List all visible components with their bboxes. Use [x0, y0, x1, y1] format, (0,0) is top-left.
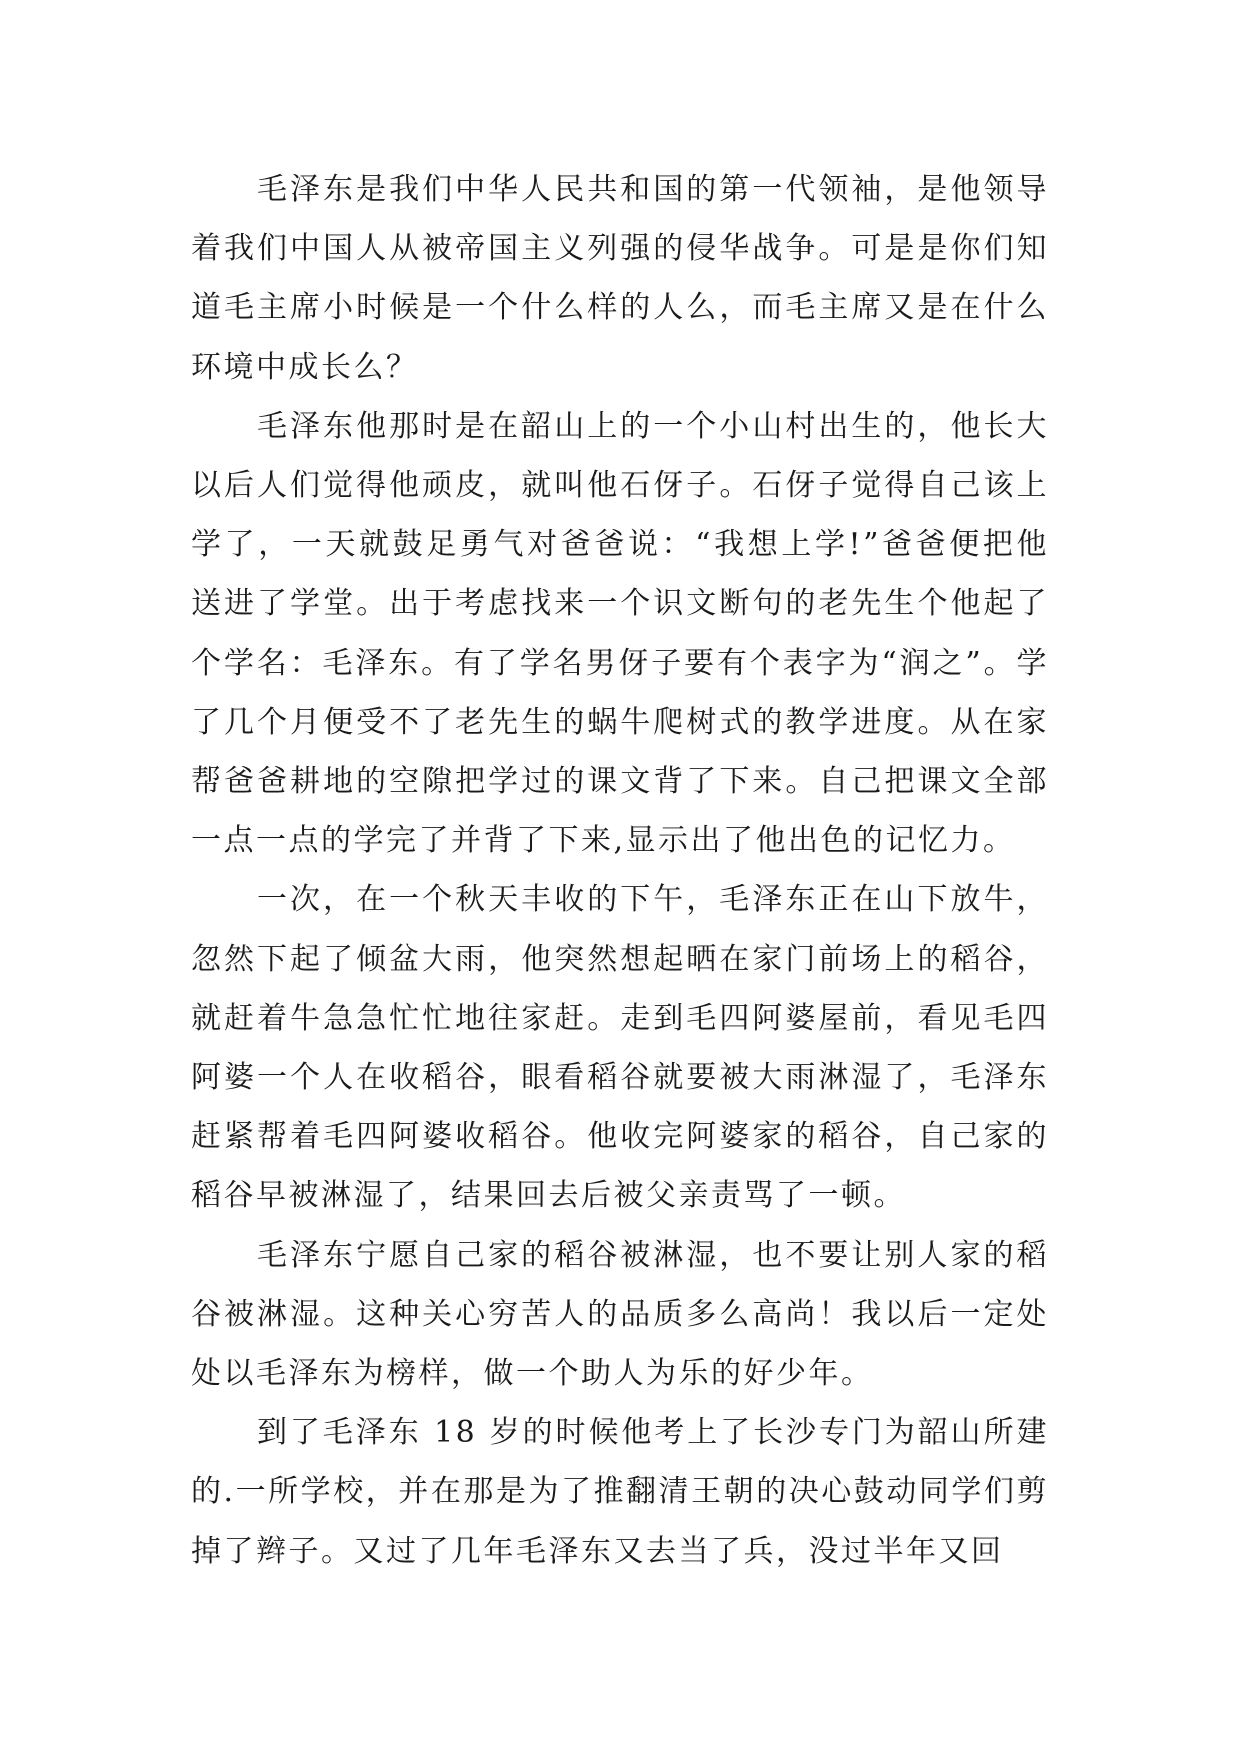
paragraph-3: 一次，在一个秋天丰收的下午，毛泽东正在山下放牛，忽然下起了倾盆大雨，他突然想起晒在家门前场上的稻谷，就赶着牛急急忙忙地往家赶。走到毛四阿婆屋前，看见毛四阿婆一个人在收稻谷，眼看稻谷就要被大雨淋湿了，毛泽东赶紧帮着毛四阿婆收稻谷。他收完阿婆家的稻谷，自己家的稻谷早被淋湿了，结果回去后被父亲责骂了一顿。	[191, 882, 1049, 1214]
paragraph-2: 毛泽东他那时是在韶山上的一个小山村出生的，他长大以后人们觉得他顽皮，就叫他石伢子。石伢子觉得自己该上学了，一天就鼓足勇气对爸爸说：“我想上学!”爸爸便把他送进了学堂。出于考虑找来一个识文断句的老先生个他起了个学名：毛泽东。有了学名男伢子要有个表字为“润之”。学了几个月便受不了老先生的蜗牛爬树式的教学进度。从在家帮爸爸耕地的空隙把学过的课文背了下来。自己把课文全部一点一点的学完了并背了下来,显示出了他出色的记忆力。	[191, 408, 1049, 859]
paragraph-5: 到了毛泽东 18 岁的时候他考上了长沙专门为韶山所建的.一所学校，并在那是为了推翻清王朝的决心鼓动同学们剪掉了辫子。又过了几年毛泽东又去当了兵，没过半年又回	[191, 1415, 1049, 1569]
document-body	[191, 160, 1049, 1581]
paragraph-1: 毛泽东是我们中华人民共和国的第一代领袖，是他领导着我们中国人从被帝国主义列强的侵华战争。可是是你们知道毛主席小时候是一个什么样的人么，而毛主席又是在什么环境中成长么？	[191, 172, 1049, 385]
paragraph-4: 毛泽东宁愿自己家的稻谷被淋湿，也不要让别人家的稻谷被淋湿。这种关心穷苦人的品质多么高尚！我以后一定处处以毛泽东为榜样，做一个助人为乐的好少年。	[191, 1237, 1049, 1392]
